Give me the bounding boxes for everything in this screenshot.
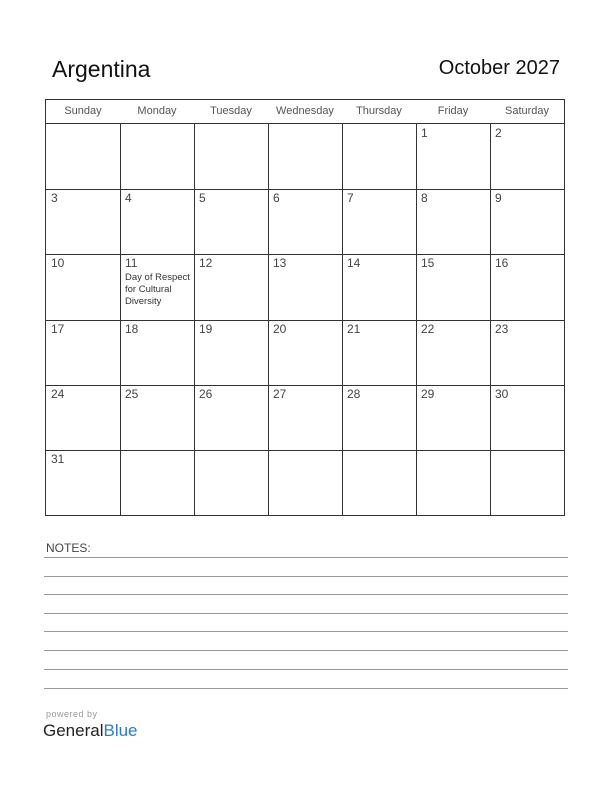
day-cell[interactable] [46, 254, 120, 319]
weekday-sunday: Sunday [64, 105, 102, 117]
day-number: 21 [347, 321, 361, 336]
note-line [44, 650, 568, 651]
day-number: 27 [273, 386, 287, 401]
day-number: 13 [273, 256, 287, 271]
day-cell[interactable] [194, 189, 268, 254]
day-cell[interactable] [416, 189, 490, 254]
day-cell[interactable] [342, 124, 416, 189]
day-cell[interactable] [268, 320, 342, 385]
day-number: 9 [495, 191, 502, 206]
day-cell[interactable] [416, 124, 490, 189]
note-line [44, 613, 568, 614]
brand-general: General [43, 721, 104, 740]
day-number: 16 [495, 256, 509, 271]
note-line [44, 688, 568, 689]
day-cell[interactable] [120, 124, 194, 189]
day-cell[interactable] [120, 320, 194, 385]
day-cell[interactable] [490, 385, 564, 450]
day-cell[interactable] [194, 124, 268, 189]
day-number: 4 [125, 191, 132, 206]
day-cell[interactable] [46, 450, 120, 515]
day-number: 14 [347, 256, 361, 271]
day-number: 25 [125, 386, 139, 401]
day-number: 10 [51, 256, 65, 271]
weekday-saturday: Saturday [504, 105, 550, 117]
day-number: 29 [421, 386, 435, 401]
day-number: 28 [347, 386, 361, 401]
day-number: 1 [421, 126, 428, 140]
weekday-header-row [46, 100, 564, 124]
weekday-tuesday: Tuesday [210, 105, 252, 117]
day-number: 5 [199, 191, 206, 206]
day-cell[interactable] [194, 450, 268, 515]
weekday-thursday: Thursday [356, 105, 402, 117]
day-cell[interactable] [194, 254, 268, 319]
day-number: 11 [125, 256, 138, 271]
day-cell[interactable] [268, 450, 342, 515]
weekday-friday: Friday [437, 105, 469, 117]
notes-label: NOTES: [46, 541, 91, 555]
note-line [44, 576, 568, 577]
day-cell[interactable] [46, 189, 120, 254]
day-cell[interactable] [268, 385, 342, 450]
note-line [44, 594, 568, 595]
country-title: Argentina [52, 56, 151, 82]
powered-by-text: powered by [46, 709, 98, 719]
day-cell[interactable] [416, 320, 490, 385]
day-cell[interactable] [120, 385, 194, 450]
day-number: 18 [125, 321, 139, 336]
day-cell[interactable] [46, 124, 120, 189]
day-number: 17 [51, 321, 65, 336]
day-number: 3 [51, 191, 58, 206]
day-cell[interactable] [120, 450, 194, 515]
day-cell[interactable] [194, 385, 268, 450]
day-number: 2 [495, 126, 502, 140]
generalblue-logo[interactable] [43, 721, 138, 741]
day-cell[interactable] [490, 450, 564, 515]
weekday-monday: Monday [137, 105, 177, 117]
day-cell[interactable] [268, 189, 342, 254]
day-cell[interactable] [342, 189, 416, 254]
day-cell[interactable] [342, 320, 416, 385]
day-number: 24 [51, 386, 65, 401]
day-cell[interactable] [490, 124, 564, 189]
day-cell[interactable] [120, 189, 194, 254]
note-line [44, 557, 568, 558]
day-number: 20 [273, 321, 287, 336]
day-cell[interactable] [342, 450, 416, 515]
day-cell[interactable] [268, 254, 342, 319]
day-cell[interactable] [490, 189, 564, 254]
day-cell[interactable] [342, 385, 416, 450]
day-cell[interactable] [194, 320, 268, 385]
day-cell[interactable] [416, 385, 490, 450]
day-number: 23 [495, 321, 509, 336]
day-number: 31 [51, 451, 65, 466]
day-number: 19 [199, 321, 213, 336]
day-number: 7 [347, 191, 354, 206]
day-cell[interactable] [342, 254, 416, 319]
holiday-label: Day of Respect for Cultural Diversity [125, 272, 190, 308]
note-line [44, 631, 568, 632]
day-cell[interactable] [416, 450, 490, 515]
day-number: 8 [421, 191, 428, 206]
month-year-title: October 2027 [438, 57, 560, 79]
day-number: 6 [273, 191, 280, 206]
note-line [44, 669, 568, 670]
day-cell[interactable] [46, 320, 120, 385]
day-number: 12 [199, 256, 213, 271]
day-cell[interactable] [46, 385, 120, 450]
brand-blue: Blue [103, 721, 138, 740]
day-number: 22 [421, 321, 435, 336]
day-cell[interactable] [268, 124, 342, 189]
calendar-grid [45, 99, 565, 516]
day-number: 26 [199, 386, 213, 401]
day-number: 30 [495, 386, 509, 401]
day-cell[interactable] [490, 320, 564, 385]
day-cell[interactable] [490, 254, 564, 319]
day-cell[interactable] [416, 254, 490, 319]
weekday-wednesday: Wednesday [276, 105, 334, 117]
day-cell[interactable] [120, 254, 194, 319]
day-number: 15 [421, 256, 435, 271]
